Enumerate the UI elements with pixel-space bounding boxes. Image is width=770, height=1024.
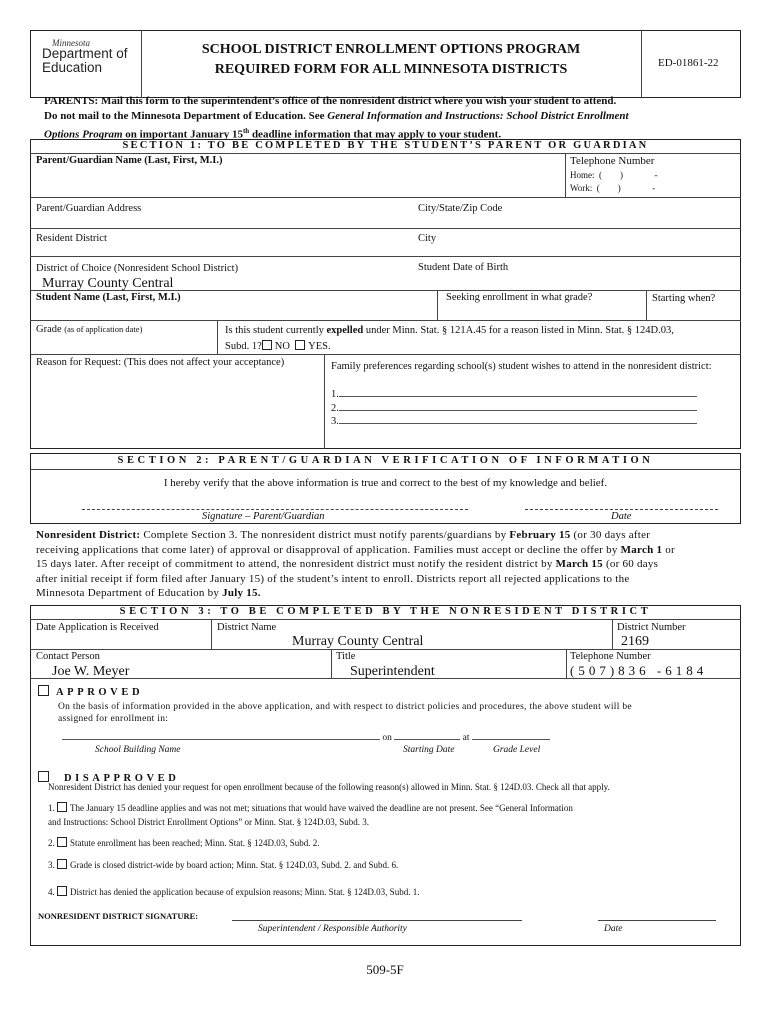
city-state-zip-label: City/State/Zip Code <box>418 203 503 214</box>
mde-logo <box>42 38 137 90</box>
footer-code: 509-5F <box>366 962 404 977</box>
reason-2: 2. Statute enrollment has been reached; Minn. Stat. § 124D.03, Subd. 2. <box>48 838 320 848</box>
s2-date-line[interactable] <box>525 509 718 510</box>
dob-label: Student Date of Birth <box>418 262 509 273</box>
s2-line <box>30 469 741 470</box>
s1-line-d <box>30 256 741 257</box>
pref-item: 3. <box>331 415 697 429</box>
pref-item: 2. <box>331 402 697 416</box>
starting-when-label: Starting when? <box>652 293 716 304</box>
s3-line-c <box>30 678 741 679</box>
no-label: NO <box>274 341 290 352</box>
form-title-line2: REQUIRED FORM FOR ALL MINNESOTA DISTRICTS <box>214 62 568 77</box>
grade-level-label: Grade Level <box>493 745 541 755</box>
intro-line3: Options Program on important January 15th deadline information that may apply to your student. <box>44 127 502 141</box>
district-number-value[interactable]: 2169 <box>621 634 649 649</box>
s3-line-b <box>30 649 741 650</box>
form-id: ED-01861-22 <box>658 57 719 69</box>
approved-row <box>38 682 143 700</box>
nonresident-date-line[interactable] <box>598 920 716 921</box>
intro-instructions <box>44 94 744 143</box>
district-number-label: District Number <box>617 622 686 633</box>
title-label: Title <box>336 651 356 662</box>
work-phone-field[interactable]: Work: ( ) - <box>570 183 656 193</box>
disapproved-checkbox[interactable] <box>38 771 49 782</box>
parent-name-label: Parent/Guardian Name (Last, First, M.I.) <box>36 155 223 166</box>
s1-vline-phone <box>565 153 566 197</box>
district-name-label: District Name <box>217 622 277 633</box>
yes-label: YES. <box>308 341 331 352</box>
expelled-question: Is this student currently expelled under Minn. Stat. § 121A.45 for a reason listed in Minn. Stat. § 124D.03, Subd. 1? NO YES. <box>225 325 674 352</box>
resident-district-label: Resident District <box>36 233 107 244</box>
student-name-label: Student Name (Last, First, M.I.) <box>36 292 181 303</box>
logo-text <box>42 47 137 75</box>
s1-line-f <box>30 320 741 321</box>
family-pref-label: Family preferences regarding school(s) student wishes to attend in the nonresident district: <box>331 361 712 372</box>
s3-telephone-label: Telephone Number <box>570 651 651 662</box>
date-received-label: Date Application is Received <box>36 622 159 633</box>
s3-telephone-value[interactable]: (507)836 -6184 <box>570 663 708 678</box>
s1-vline-grade-a <box>437 290 438 320</box>
grade-label: Grade (as of application date) <box>36 324 143 335</box>
grade-seeking-label: Seeking enrollment in what grade? <box>446 292 593 303</box>
district-choice-label: District of Choice (Nonresident School District) <box>36 263 239 274</box>
s1-line-a <box>30 153 741 154</box>
school-building-field[interactable] <box>62 739 380 740</box>
pref-item: 1. <box>331 388 697 402</box>
school-building-label: School Building Name <box>95 745 181 755</box>
approved-label: APPROVED <box>56 687 144 698</box>
verify-text: I hereby verify that the above information is true and correct to the best of my knowledge and belief. <box>163 477 608 489</box>
pref-field-1[interactable] <box>339 396 697 397</box>
section2-header: SECTION 2: PARENT/GUARDIAN VERIFICATION OF INFORMATION <box>117 455 654 466</box>
pref-field-3[interactable] <box>339 423 697 424</box>
s3-line-a <box>30 619 741 620</box>
grade-level-field[interactable] <box>472 739 550 740</box>
form-title-line1: SCHOOL DISTRICT ENROLLMENT OPTIONS PROGRAM <box>201 42 581 57</box>
approved-text: On the basis of information provided in the above application, and with respect to district policies and procedures, the above student will be assigned for enrollment in: <box>58 702 632 724</box>
parent-date-label: Date <box>611 511 632 522</box>
parent-name-field[interactable] <box>36 170 556 194</box>
s1-vline-expelled <box>217 320 218 354</box>
s3-vline-b <box>612 619 613 649</box>
s3-vline-a <box>211 619 212 649</box>
expelled-no-checkbox[interactable] <box>262 340 272 350</box>
city-label: City <box>418 233 437 244</box>
reason-label: Reason for Request: (This does not affect your acceptance) <box>36 357 285 368</box>
starting-date-field[interactable] <box>394 739 460 740</box>
reason-4: 4. District has denied the application because of expulsion reasons; Minn. Stat. § 124D.03, Subd. 1. <box>48 887 420 897</box>
s1-line-b <box>30 197 741 198</box>
approved-checkbox[interactable] <box>38 685 49 696</box>
pref-field-2[interactable] <box>339 410 697 411</box>
reason-3-checkbox[interactable] <box>57 859 67 869</box>
reason-1: 1. The January 15 deadline applies and was not met; situations that would have waived the deadline are not present. See “General Information and Instructions: School District Enrollment Options” or Minn. Stat. § 124D.03, Subd. 3. <box>48 803 573 827</box>
s3-vline-d <box>566 649 567 678</box>
intro-line1: PARENTS: Mail this form to the superintendent’s office of the nonresident district where you wish your student to attend. <box>44 95 617 107</box>
form-title <box>141 40 641 80</box>
district-name-value[interactable]: Murray County Central <box>292 634 424 649</box>
reason-3: 3. Grade is closed district-wide by board action; Minn. Stat. § 124D.03, Subd. 2. and Subd. 6. <box>48 860 399 870</box>
assignment-row: on at <box>62 733 550 743</box>
s1-line-c <box>30 228 741 229</box>
nonresident-signature-line[interactable] <box>232 920 522 921</box>
logo-script: Minnesota <box>52 38 90 48</box>
address-label: Parent/Guardian Address <box>36 203 142 214</box>
logo-text-value: Department of Education <box>42 46 128 75</box>
nonresident-date-label: Date <box>604 924 623 934</box>
s1-line-g <box>30 354 741 355</box>
telephone-label: Telephone Number <box>570 155 655 167</box>
reason-4-checkbox[interactable] <box>57 886 67 896</box>
s3-vline-c <box>331 649 332 678</box>
contact-value[interactable]: Joe W. Meyer <box>52 664 130 679</box>
header-divider-right <box>641 30 642 98</box>
section3-header: SECTION 3: TO BE COMPLETED BY THE NONRESIDENT DISTRICT <box>119 606 652 617</box>
home-phone-field[interactable]: Home: ( ) - <box>570 170 658 180</box>
section1-header: SECTION 1: TO BE COMPLETED BY THE STUDENT’S PARENT OR GUARDIAN <box>122 140 649 151</box>
s1-vline-reason <box>324 354 325 449</box>
s2-sig-line[interactable] <box>82 509 468 510</box>
s1-line-e <box>30 290 741 291</box>
superintendent-label: Superintendent / Responsible Authority <box>258 924 407 934</box>
district-choice-value[interactable]: Murray County Central <box>42 276 174 291</box>
disapproved-label: DISAPPROVED <box>64 773 180 784</box>
reason-2-checkbox[interactable] <box>57 837 67 847</box>
parent-signature-label: Signature – Parent/Guardian <box>202 511 325 522</box>
title-value[interactable]: Superintendent <box>350 664 435 679</box>
reason-1-checkbox[interactable] <box>57 802 67 812</box>
starting-date-label: Starting Date <box>403 745 455 755</box>
pref-list <box>331 388 697 429</box>
nonresident-note: Nonresident District: Complete Section 3. The nonresident district must notify parents/guardians by February 15 (or 30 days after receiving applications that come later) of approval or disapproval of application. Families must accept or decline the offer by March 1 or 15 days later. After receipt of commitment to attend, the nonresident district must notify the resident district by March 15 (or 60 days after initial receipt if form filed after January 15) of the student’s intent to enroll. Districts report all rejected applications to the Minnesota Department of Education by July 15. <box>36 529 675 599</box>
disapproved-text: Nonresident District has denied your request for open enrollment because of the following reason(s) allowed in Minn. Stat. § 124D.03. Check all that apply. <box>48 782 610 792</box>
s1-vline-grade-b <box>646 290 647 320</box>
intro-line2: Do not mail to the Minnesota Department of Education. See General Information and Instructions: School District Enrollment <box>44 110 629 122</box>
expelled-yes-checkbox[interactable] <box>295 340 305 350</box>
contact-label: Contact Person <box>36 651 100 662</box>
nonresident-signature-label: NONRESIDENT DISTRICT SIGNATURE: <box>38 911 199 921</box>
